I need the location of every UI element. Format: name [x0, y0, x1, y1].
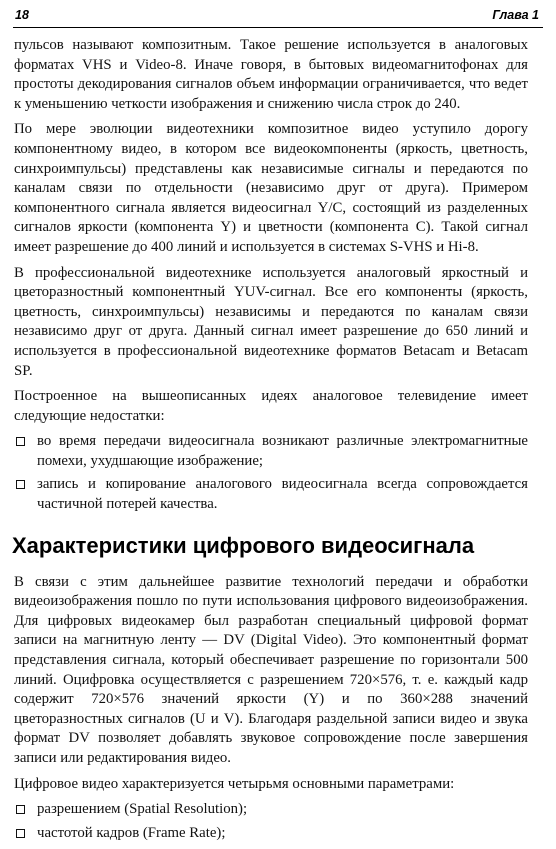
list-item	[14, 432, 528, 471]
paragraph-professional: В профессиональной видеотехнике используется аналоговый яркостный и цветоразностный компонентный YUV-сигнал. Все его компоненты (яркость, цветность, синхроимпульсы) независимы и передаются по каналам связи независимо друг от друга. Данный сигнал имеет разрешение до 650 линий и используется в профессиональной видеотехнике форматов Betacam и Betacam SP.	[14, 264, 528, 379]
checkbox-bullet-icon	[16, 437, 25, 446]
paragraph-drawbacks-intro: Построенное на вышеописанных идеях аналоговое телевидение имеет следующие недостатки:	[14, 388, 528, 424]
running-header	[13, 7, 543, 28]
list-item	[14, 475, 528, 514]
paragraph-component: По мере эволюции видеотехники композитное видео уступило дорогу компонентному видео, в котором все видеокомпоненты (яркость, цветность, синхроимпульсы) представлены как независимые сигналы и передаются по каналам связи по отдельности (независимо друг от друга). Примером компонентного сигнала является видеосигнал Y/C, состоящий из разделенных сигналов яркости (компонента Y) и цветности (компонента C). Такой сигнал имеет разрешение до 400 линий и используется в системах S-VHS и Hi-8.	[14, 121, 528, 255]
list-item	[14, 800, 528, 820]
list-item-text: запись и копирование аналогового видеосигнала всегда сопровождается частичной потерей качества.	[37, 476, 528, 513]
list-item	[14, 824, 528, 844]
checkbox-bullet-icon	[16, 480, 25, 489]
chapter-title: Глава 1	[492, 8, 539, 22]
checkbox-bullet-icon	[16, 829, 25, 838]
checkbox-bullet-icon	[16, 805, 25, 814]
paragraph-parameters-intro: Цифровое видео характеризуется четырьмя основными параметрами:	[14, 775, 455, 792]
section-heading: Характеристики цифрового видеосигнала	[12, 532, 475, 558]
list-item-text: частотой кадров (Frame Rate);	[37, 824, 226, 841]
page-body	[14, 36, 528, 849]
paragraph-composite: пульсов называют композитным. Такое решение используется в аналоговых форматах VHS и Video-8. Иначе говоря, в бытовых видеомагнитофонах для простоты декодирования сигналов объем информации ограничивается, что ведет к уменьшению четкости изображения и снижению числа строк до 240.	[14, 37, 528, 112]
list-item-text: разрешением (Spatial Resolution);	[37, 801, 248, 818]
drawbacks-list	[14, 432, 528, 514]
paragraph-digital-video: В связи с этим дальнейшее развитие технологий передачи и обработки видеоизображения пошло по пути использования цифрового видеоизображения. Для цифровых видеокамер был разработан специальный цифровой формат записи на магнитную ленту — DV (Digital Video). Это компонентный формат представления сигнала, который обеспечивает разрешение по горизонтали 500 линий. Оцифровка осуществляется с разрешением 720×576, т. е. каждый кадр содержит 720×576 значений яркости (Y) и по 360×288 значений цветоразностных сигналов (U и V). Благодаря раздельной записи видео и звука формат DV позволяет добавлять звуковое сопровождение после завершения записи или редактирования видео.	[14, 573, 528, 766]
parameters-list	[14, 800, 528, 843]
list-item-text: во время передачи видеосигнала возникают различные электромагнитные помехи, ухудшающие изображение;	[37, 433, 528, 469]
page-number: 18	[15, 8, 29, 22]
